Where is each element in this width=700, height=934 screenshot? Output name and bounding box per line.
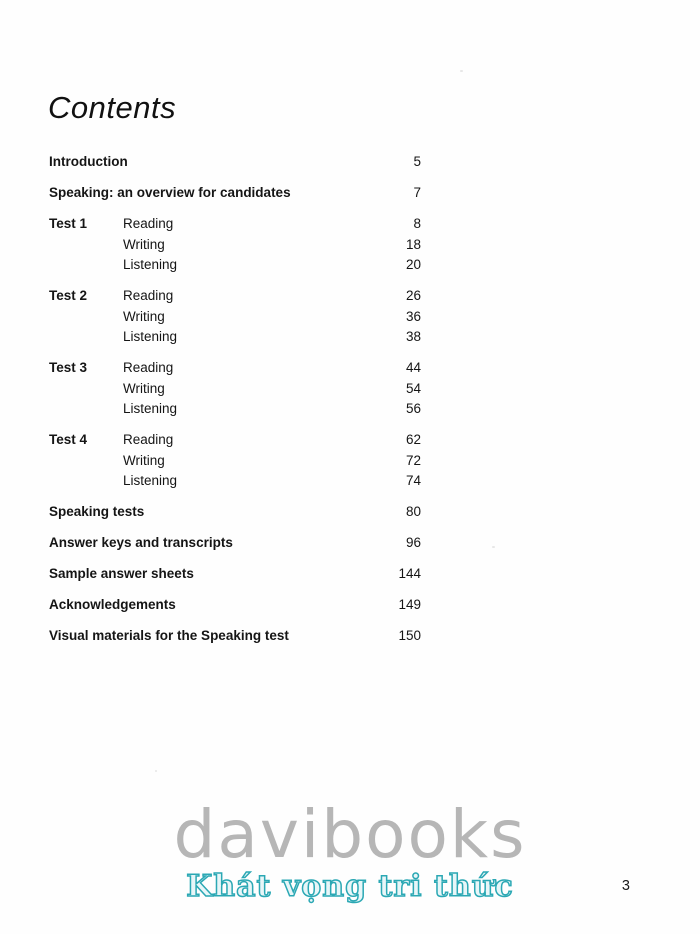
toc-section-label: Listening (123, 473, 178, 488)
toc-entry-page: 96 (405, 535, 421, 550)
toc-subentry (49, 358, 421, 379)
toc-entry-page: 18 (405, 236, 421, 252)
toc-entry-answer-keys (49, 533, 421, 554)
toc-test-label-spacer (49, 327, 123, 348)
toc-test-label-spacer (49, 471, 123, 492)
toc-test-label-spacer (49, 307, 123, 328)
toc-subentry (49, 235, 421, 256)
toc-entry-label: Answer keys and transcripts (49, 535, 233, 550)
toc-entry-page: 149 (398, 597, 421, 612)
toc-test-group-3 (49, 358, 421, 420)
toc-subentry (49, 430, 421, 451)
toc-entry-page: 72 (405, 452, 421, 468)
toc-section-label: Reading (123, 288, 174, 303)
watermark (0, 796, 700, 904)
toc-entry-label: Sample answer sheets (49, 566, 194, 581)
scan-speckle (155, 770, 157, 772)
toc-entry-page: 74 (405, 473, 421, 488)
toc-entry-acknowledgements (49, 595, 421, 616)
toc-entry-page: 5 (413, 154, 421, 169)
toc-subentry (49, 471, 421, 492)
toc-entry-label: Speaking tests (49, 504, 145, 519)
toc-entry-page: 26 (405, 288, 421, 303)
watermark-slogan-text: Khát vọng tri thức (186, 869, 514, 904)
toc-test-label: Test 1 (49, 216, 88, 231)
toc-entry-page: 144 (398, 566, 421, 581)
toc-subentry (49, 451, 421, 472)
toc-entry-page: 62 (405, 432, 421, 447)
toc-entry-page: 150 (398, 628, 421, 643)
toc-test-label: Test 2 (49, 288, 88, 303)
toc-entry-label: Visual materials for the Speaking test (49, 628, 289, 643)
toc-subentry (49, 399, 421, 420)
toc-entry-page: 56 (405, 401, 421, 416)
toc-section-label: Reading (123, 432, 174, 447)
toc-entry-page: 20 (405, 257, 421, 272)
toc-entry-page: 7 (413, 185, 421, 200)
toc-entry-page: 8 (413, 216, 421, 231)
toc-test-label: Test 3 (49, 360, 88, 375)
toc-entry-visual-materials (49, 626, 421, 647)
toc-entry-page: 54 (405, 380, 421, 396)
toc-test-label-spacer (49, 255, 123, 276)
toc-test-label-spacer (49, 451, 123, 472)
toc-section-label: Listening (123, 257, 178, 272)
toc-subentry (49, 379, 421, 400)
toc-entry-label: Acknowledgements (49, 597, 176, 612)
scan-speckle (460, 70, 463, 72)
toc-section-label: Reading (123, 360, 174, 375)
watermark-logo-text: davibooks (173, 796, 527, 873)
toc-entry-label: Introduction (49, 154, 128, 169)
toc-section-label: Listening (123, 329, 178, 344)
toc-entry-introduction (49, 152, 421, 173)
toc-entry-page: 80 (405, 504, 421, 519)
toc-entry-page: 36 (405, 308, 421, 324)
toc-test-group-1 (49, 214, 421, 276)
page-number: 3 (621, 878, 630, 894)
toc-subentry (49, 286, 421, 307)
toc-subentry (49, 307, 421, 328)
toc-section-label: Writing (123, 452, 165, 468)
toc-section-label: Reading (123, 216, 174, 231)
toc-entry-page: 38 (405, 329, 421, 344)
toc-entry-speaking-overview (49, 183, 421, 204)
toc-test-group-2 (49, 286, 421, 348)
toc-test-label: Test 4 (49, 432, 88, 447)
toc-section-label: Writing (123, 236, 165, 252)
toc-section-label: Listening (123, 401, 178, 416)
toc-entry-speaking-tests (49, 502, 421, 523)
toc-subentry (49, 214, 421, 235)
toc-entry-label: Speaking: an overview for candidates (49, 185, 291, 200)
toc-subentry (49, 327, 421, 348)
toc-entry-sample-answer-sheets (49, 564, 421, 585)
toc-section-label: Writing (123, 380, 165, 396)
toc-test-label-spacer (49, 379, 123, 400)
page-title: Contents (48, 90, 177, 125)
scan-speckle (492, 546, 495, 548)
toc-test-label-spacer (49, 399, 123, 420)
toc-entry-page: 44 (405, 360, 421, 375)
toc-subentry (49, 255, 421, 276)
toc-test-group-4 (49, 430, 421, 492)
table-of-contents (49, 152, 421, 657)
toc-test-label-spacer (49, 235, 123, 256)
toc-section-label: Writing (123, 308, 165, 324)
